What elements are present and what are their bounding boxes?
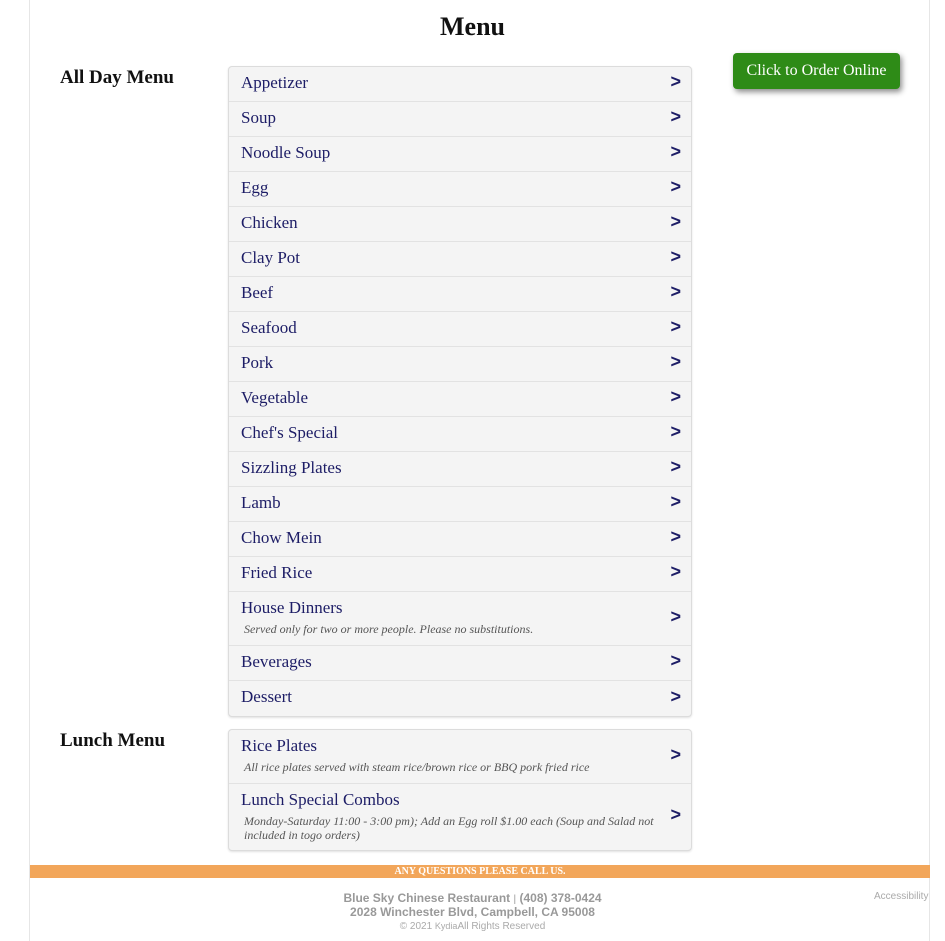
chevron-right-icon: >	[670, 685, 681, 706]
chevron-right-icon: >	[670, 804, 681, 825]
menu-item[interactable]	[229, 681, 691, 716]
menu-item-name: Beef	[241, 283, 274, 302]
chevron-right-icon: >	[670, 281, 681, 302]
accessibility-link[interactable]: Accessibility	[874, 891, 929, 902]
chevron-right-icon: >	[670, 526, 681, 547]
order-online-button[interactable]: Click to Order Online	[733, 53, 900, 89]
menu-item[interactable]	[229, 784, 691, 850]
chevron-right-icon: >	[670, 316, 681, 337]
menu-item-name: Lunch Special Combos	[241, 790, 400, 809]
chevron-right-icon: >	[670, 491, 681, 512]
chevron-right-icon: >	[670, 141, 681, 162]
copyright-text: © 2021	[399, 921, 433, 932]
menu-item[interactable]	[229, 646, 691, 681]
menu-item-name: Chicken	[241, 213, 298, 232]
menu-item[interactable]	[229, 592, 691, 646]
footer-separator: |	[513, 894, 517, 905]
menu-item-name: Appetizer	[241, 73, 309, 92]
brand-link[interactable]: Kydia	[434, 921, 458, 931]
menu-item[interactable]	[229, 312, 691, 347]
menu-item[interactable]	[229, 522, 691, 557]
all-day-menu-list	[228, 66, 692, 717]
menu-item-description: Monday-Saturday 11:00 - 3:00 pm); Add an Egg roll $1.00 each (Soup and Salad not included in togo orders)	[244, 814, 654, 842]
menu-item-name: Egg	[241, 178, 269, 197]
menu-item[interactable]	[229, 102, 691, 137]
menu-item-name: Dessert	[241, 687, 292, 706]
menu-item-name: Lamb	[241, 493, 281, 512]
menu-item[interactable]	[229, 172, 691, 207]
page-title: Menu	[440, 12, 505, 41]
menu-item[interactable]	[229, 67, 691, 102]
chevron-right-icon: >	[670, 246, 681, 267]
menu-item[interactable]	[229, 242, 691, 277]
footer-copyright	[0, 921, 945, 932]
chevron-right-icon: >	[670, 386, 681, 407]
footer-address: 2028 Winchester Blvd, Campbell, CA 95008	[350, 905, 595, 919]
menu-item-name: Chow Mein	[241, 528, 322, 547]
chevron-right-icon: >	[670, 605, 681, 626]
chevron-right-icon: >	[670, 106, 681, 127]
footer-contact	[0, 891, 945, 905]
chevron-right-icon: >	[670, 650, 681, 671]
chevron-right-icon: >	[670, 561, 681, 582]
menu-item-name: Soup	[241, 108, 276, 127]
menu-item-name: Noodle Soup	[241, 143, 331, 162]
menu-item-description: Served only for two or more people. Please no substitutions.	[244, 622, 534, 636]
chevron-right-icon: >	[670, 211, 681, 232]
menu-item[interactable]	[229, 452, 691, 487]
menu-item-name: Clay Pot	[241, 248, 301, 267]
menu-item[interactable]	[229, 347, 691, 382]
chevron-right-icon: >	[670, 71, 681, 92]
chevron-right-icon: >	[670, 176, 681, 197]
menu-item-name: Vegetable	[241, 388, 309, 407]
restaurant-name: Blue Sky Chinese Restaurant	[343, 891, 511, 905]
menu-item-name: Chef's Special	[241, 423, 339, 442]
menu-item-name: Fried Rice	[241, 563, 313, 582]
menu-item[interactable]	[229, 277, 691, 312]
menu-item[interactable]	[229, 730, 691, 784]
chevron-right-icon: >	[670, 421, 681, 442]
menu-item-name: Sizzling Plates	[241, 458, 342, 477]
menu-item[interactable]	[229, 207, 691, 242]
chevron-right-icon: >	[670, 743, 681, 764]
phone-link[interactable]: (408) 378-0424	[519, 891, 602, 905]
chevron-right-icon: >	[670, 456, 681, 477]
menu-item[interactable]	[229, 382, 691, 417]
menu-item[interactable]	[229, 417, 691, 452]
call-us-banner: ANY QUESTIONS PLEASE CALL US.	[30, 865, 930, 878]
menu-item-name: Pork	[241, 353, 274, 372]
menu-item[interactable]	[229, 487, 691, 522]
menu-item-name: Rice Plates	[241, 736, 318, 755]
lunch-menu-label: Lunch Menu	[60, 730, 166, 751]
menu-item-description: All rice plates served with steam rice/brown rice or BBQ pork fried rice	[244, 760, 590, 774]
menu-item[interactable]	[229, 557, 691, 592]
rights-text: All Rights Reserved	[457, 921, 546, 932]
menu-item-name: House Dinners	[241, 598, 343, 617]
menu-item[interactable]	[229, 137, 691, 172]
chevron-right-icon: >	[670, 351, 681, 372]
all-day-menu-label: All Day Menu	[60, 67, 174, 88]
menu-item-name: Seafood	[241, 318, 297, 337]
menu-item-name: Beverages	[241, 652, 312, 671]
lunch-menu-list	[228, 729, 692, 851]
